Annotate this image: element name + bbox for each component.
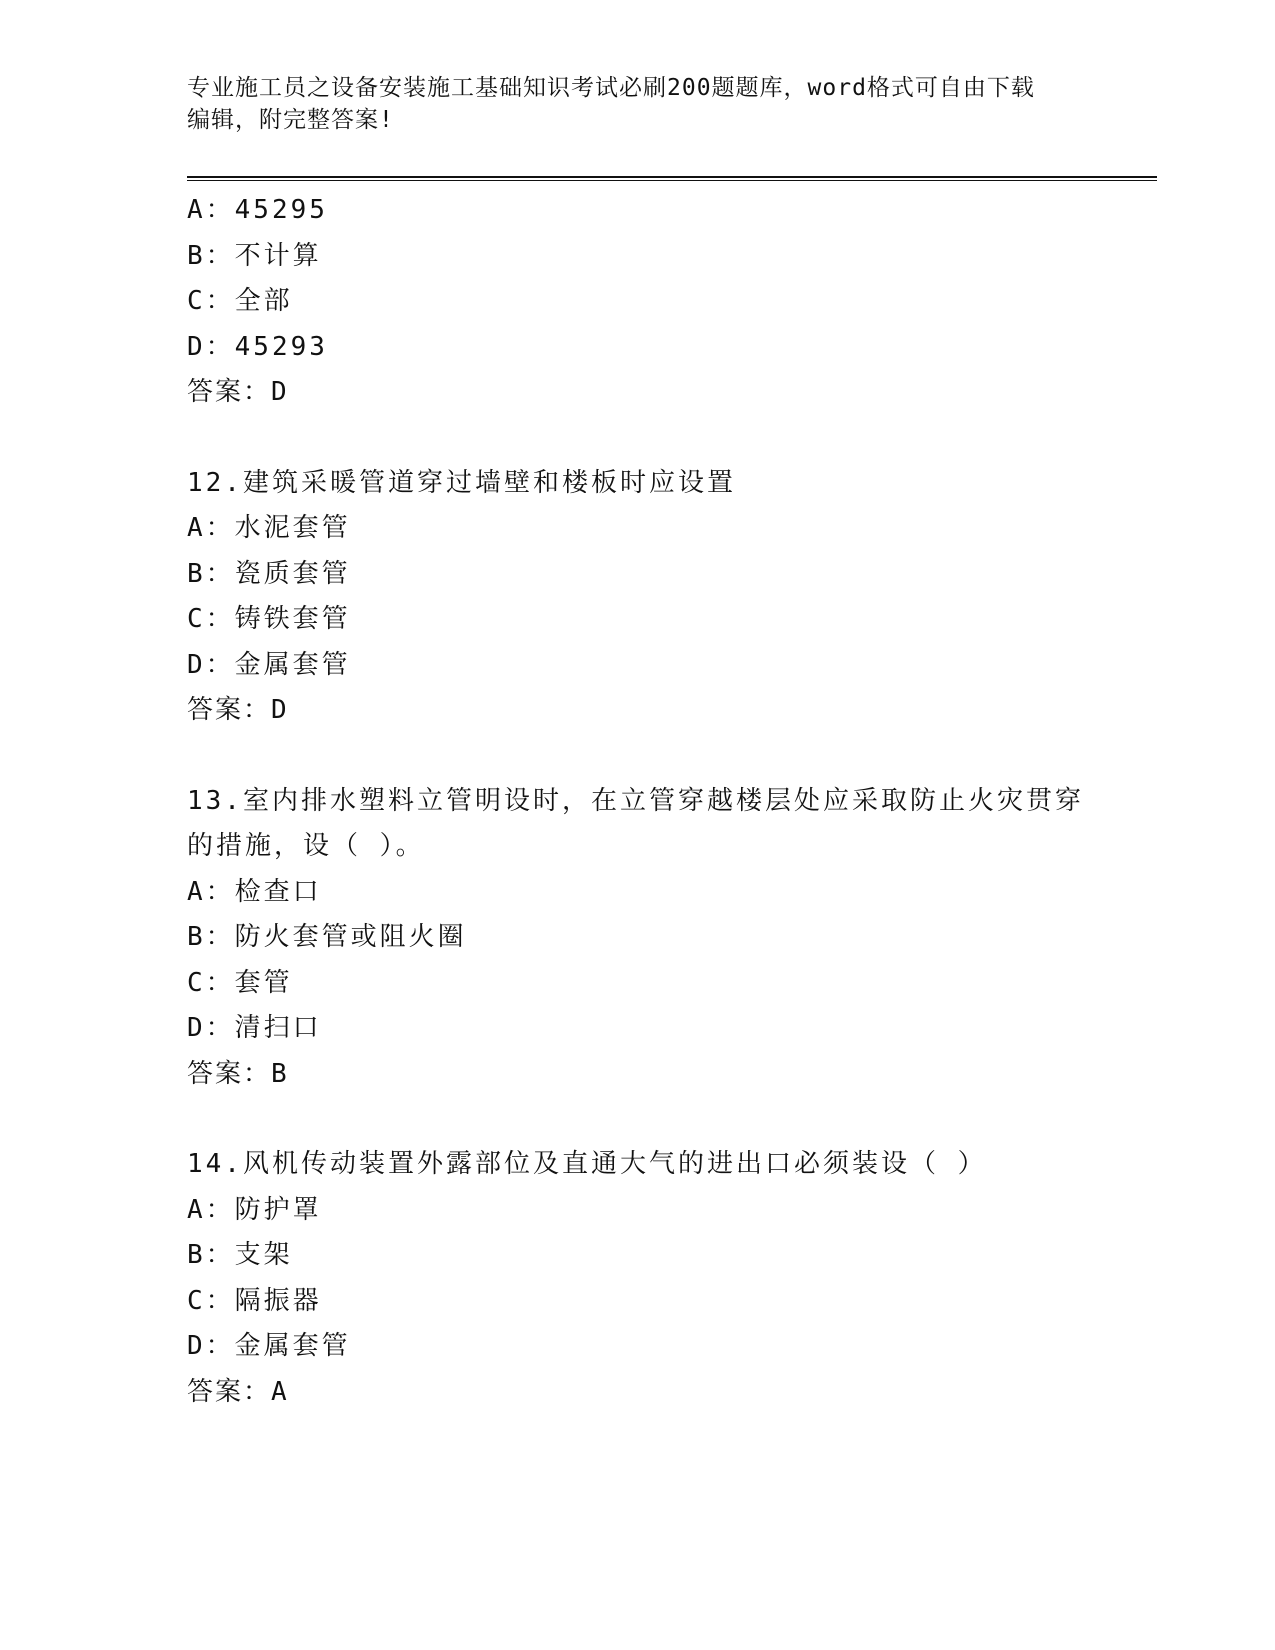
question-block-14 bbox=[187, 1142, 1087, 1415]
option-a: A：防护罩 bbox=[187, 1194, 322, 1225]
question-block-11 bbox=[187, 188, 1087, 416]
option-a: A：水泥套管 bbox=[187, 513, 351, 543]
option-c: C：隔振器 bbox=[187, 1285, 322, 1316]
option-d: D：金属套管 bbox=[187, 649, 351, 680]
answer-line: 答案：D bbox=[187, 377, 289, 407]
option-c: C：全部 bbox=[187, 286, 293, 316]
spacer bbox=[187, 1097, 1087, 1142]
answer-line: 答案：A bbox=[187, 1376, 289, 1407]
option-b: B：瓷质套管 bbox=[187, 558, 351, 589]
option-d: D：45293 bbox=[187, 331, 328, 362]
question-list bbox=[187, 188, 1087, 1415]
option-d: D：金属套管 bbox=[187, 1331, 351, 1361]
question-block-13 bbox=[187, 779, 1087, 1098]
header-title-line1: 专业施工员之设备安装施工基础知识考试必刷200题题库，word格式可自由下载 bbox=[187, 75, 1035, 101]
header-title-line2: 编辑，附完整答案! bbox=[187, 107, 394, 133]
question-text: 12.建筑采暖管道穿过墙壁和楼板时应设置 bbox=[187, 467, 736, 498]
option-b: B：防火套管或阻火圈 bbox=[187, 922, 467, 952]
option-b: B：不计算 bbox=[187, 240, 322, 271]
question-text-line1: 13.室内排水塑料立管明设时，在立管穿越楼层处应采取防止火灾贯穿 bbox=[187, 785, 1084, 816]
spacer bbox=[187, 416, 1087, 461]
question-block-12 bbox=[187, 461, 1087, 734]
option-c: C：套管 bbox=[187, 967, 293, 998]
question-text: 14.风机传动装置外露部位及直通大气的进出口必须装设（ ） bbox=[187, 1149, 987, 1179]
question-text-line2: 的措施，设（ ）。 bbox=[187, 831, 425, 861]
option-c: C：铸铁套管 bbox=[187, 604, 351, 634]
option-d: D：清扫口 bbox=[187, 1013, 322, 1043]
option-b: B：支架 bbox=[187, 1240, 293, 1270]
option-a: A：检查口 bbox=[187, 876, 322, 907]
spacer bbox=[187, 734, 1087, 779]
document-header bbox=[187, 72, 1067, 136]
answer-line: 答案：B bbox=[187, 1058, 289, 1089]
header-divider bbox=[187, 176, 1157, 181]
answer-line: 答案：D bbox=[187, 695, 289, 725]
option-a: A：45295 bbox=[187, 195, 328, 225]
